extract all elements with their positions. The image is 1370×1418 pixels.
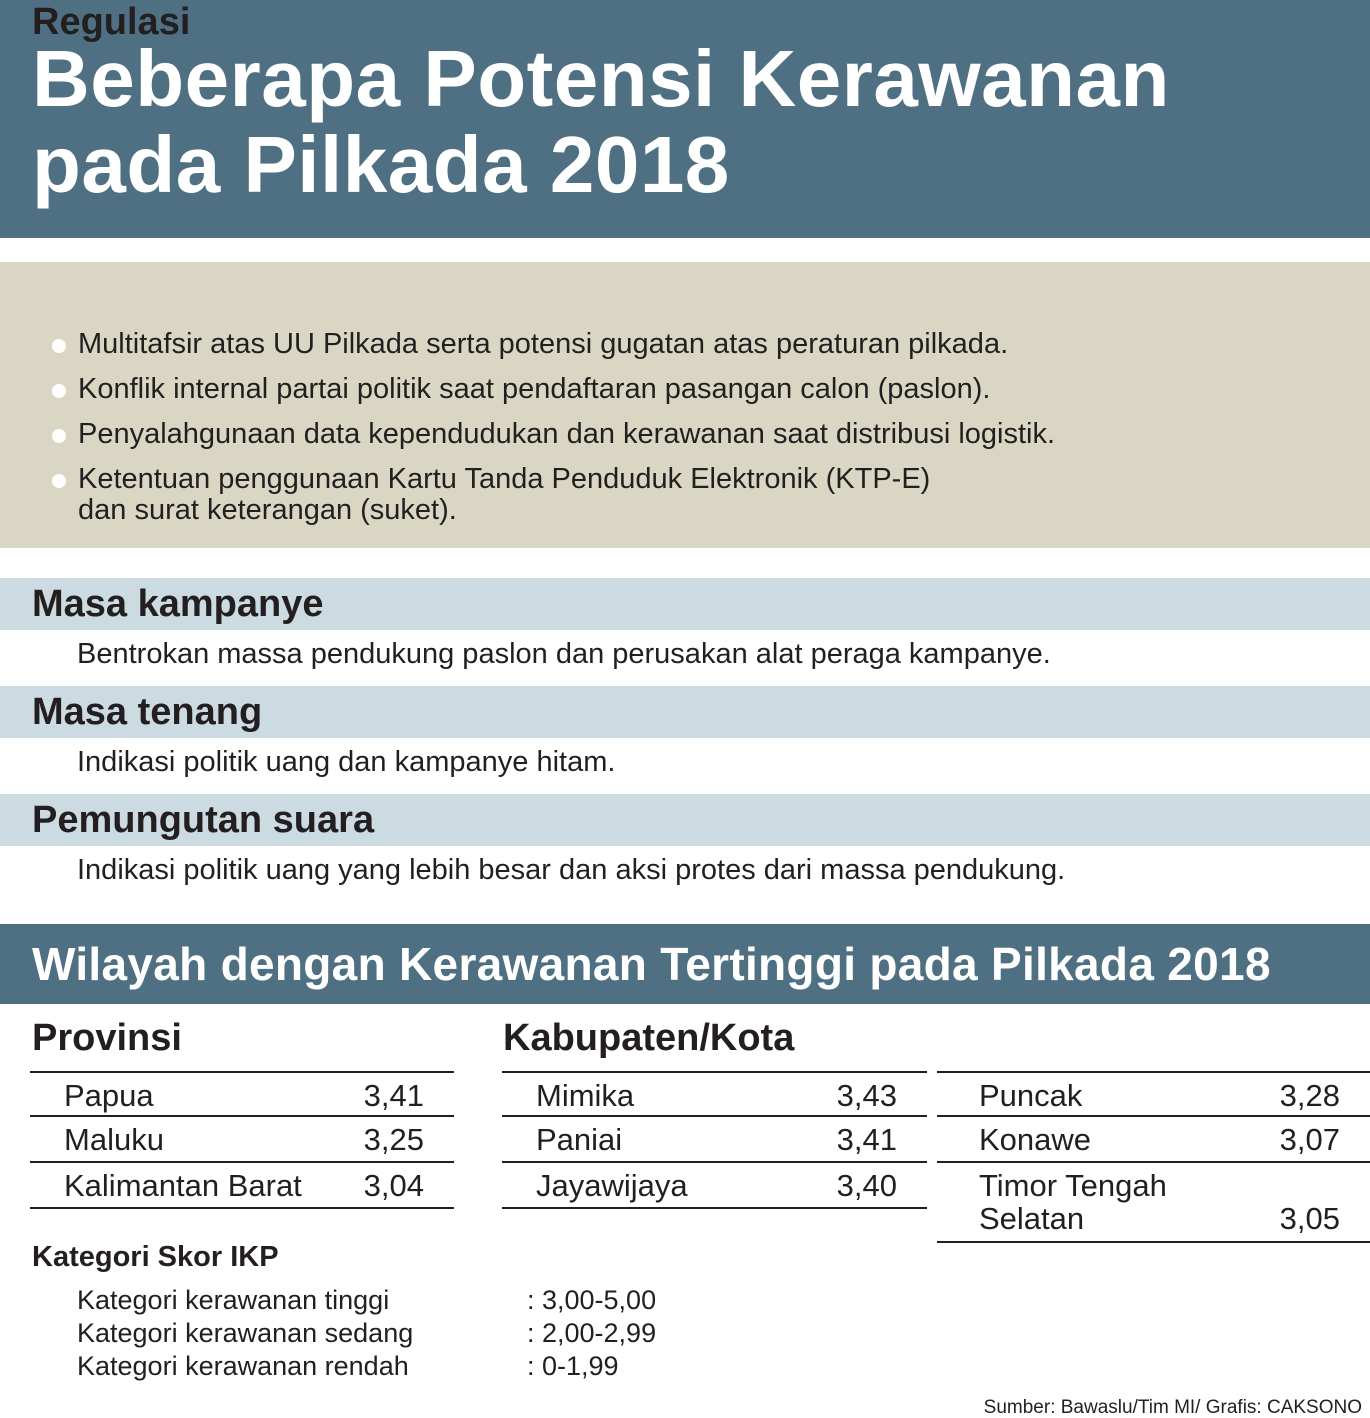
wilayah-banner [0, 924, 1370, 1004]
table-row: Timor Tengah Selatan 3,05 [937, 1163, 1370, 1243]
table-row: Konawe 3,07 [937, 1117, 1370, 1163]
header-banner [0, 0, 1370, 238]
bullet-icon [52, 384, 66, 398]
masa-kampanye-title: Masa kampanye [32, 583, 324, 625]
kabupaten-title: Kabupaten/Kota [503, 1017, 795, 1059]
list-item-continuation: dan surat keterangan (suket). [78, 494, 457, 526]
table-row: Kalimantan Barat 3,04 [30, 1163, 454, 1209]
list-item: Konflik internal partai politik saat pendaftaran pasangan calon (paslon). [48, 372, 1348, 406]
table-row: Mimika 3,43 [502, 1071, 927, 1117]
table-row: Paniai 3,41 [502, 1117, 927, 1163]
kabupaten-table-1 [502, 1071, 927, 1209]
pemungutan-suara-text: Indikasi politik uang yang lebih besar dan aksi protes dari massa pendukung. [77, 854, 1066, 886]
bullet-icon [52, 474, 66, 488]
provinsi-title: Provinsi [32, 1017, 182, 1059]
list-item: Penyalahgunaan data kependudukan dan kerawanan saat distribusi logistik. [48, 417, 1348, 451]
table-row: Papua 3,41 [30, 1071, 454, 1117]
pemungutan-suara-title: Pemungutan suara [32, 799, 375, 841]
table-row: Jayawijaya 3,40 [502, 1163, 927, 1209]
bullet-icon [52, 339, 66, 353]
masa-kampanye-text: Bentrokan massa pendukung paslon dan perusakan alat peraga kampanye. [77, 638, 1051, 670]
kabupaten-table-2 [937, 1071, 1370, 1243]
wilayah-title: Wilayah dengan Kerawanan Tertinggi pada Pilkada 2018 [32, 938, 1271, 990]
table-row: Puncak 3,28 [937, 1071, 1370, 1117]
masa-tenang-text: Indikasi politik uang dan kampanye hitam. [77, 746, 616, 778]
provinsi-table [30, 1071, 454, 1209]
regulasi-list [48, 327, 1348, 538]
table-row: Maluku 3,25 [30, 1117, 454, 1163]
regulasi-title: Regulasi [32, 1, 191, 43]
source-credit: Sumber: Bawaslu/Tim MI/ Grafis: CAKSONO [983, 1397, 1362, 1418]
kategori-title: Kategori Skor IKP [32, 1241, 279, 1273]
list-item: Ketentuan penggunaan Kartu Tanda Penduduk Elektronik (KTP-E) [48, 462, 1348, 496]
masa-tenang-title: Masa tenang [32, 691, 263, 733]
bullet-icon [52, 429, 66, 443]
list-item: Multitafsir atas UU Pilkada serta potensi gugatan atas peraturan pilkada. [48, 327, 1348, 361]
page-title: Beberapa Potensi Kerawanan pada Pilkada 2018 [32, 34, 1170, 209]
